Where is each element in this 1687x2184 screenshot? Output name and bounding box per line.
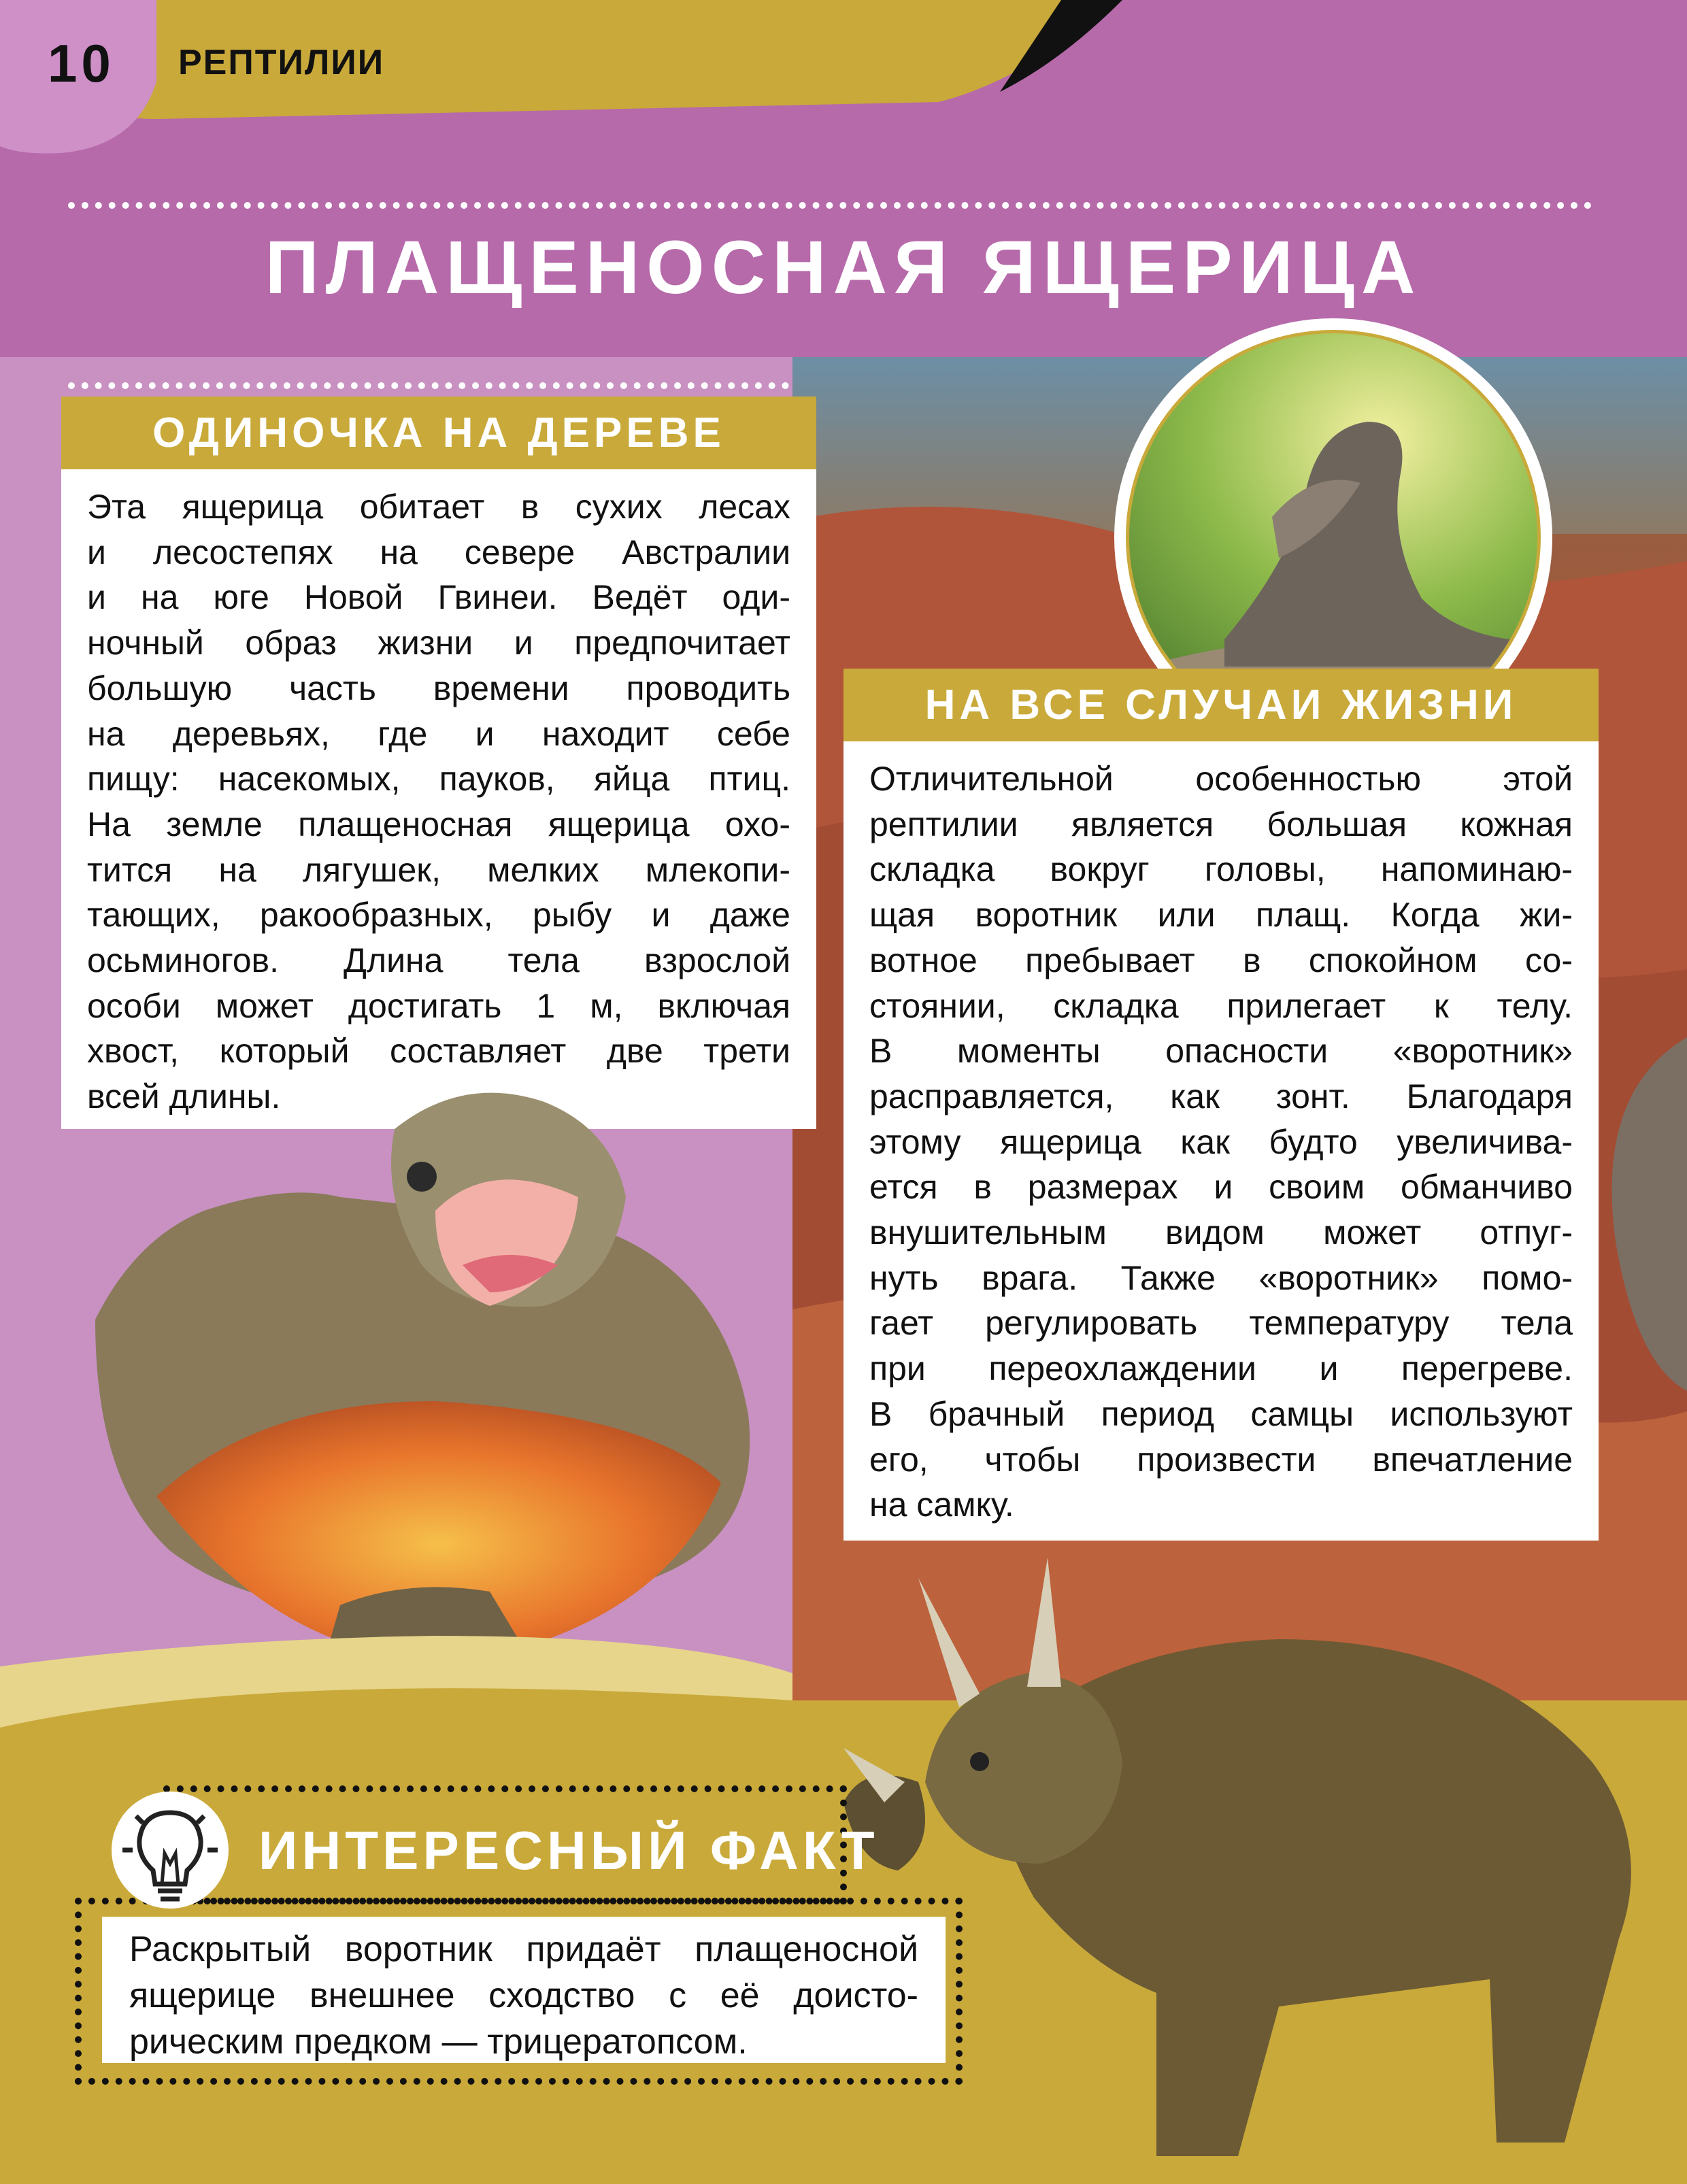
text-line: щая воротник или плащ. Когда жи- [869, 896, 1573, 935]
text-line: на самку. [869, 1485, 1014, 1524]
section-label: РЕПТИЛИИ [178, 43, 385, 82]
text-line: вотное пребывает в спокойном со- [869, 941, 1573, 979]
text-line: внушительным видом может отпуг- [869, 1213, 1573, 1252]
page-header [0, 0, 1687, 357]
right-box-text [844, 741, 1599, 1541]
text-line: расправляется, как зонт. Благодаря [869, 1077, 1573, 1115]
text-line: рептилии является большая кожная [869, 805, 1573, 843]
text-line: особи может достигать 1 м, включая [87, 986, 790, 1025]
text-line: большую часть времени проводить [87, 669, 790, 707]
text-line: Раскрытый воротник придаёт плащеносной [129, 1930, 918, 1969]
left-dotted-rule [68, 382, 789, 389]
text-line: Эта ящерица обитает в сухих лесах [87, 488, 790, 526]
text-line: складка вокруг головы, напоминаю- [869, 850, 1573, 889]
lightbulb-icon [109, 1789, 231, 1911]
fact-text [102, 1917, 946, 2063]
text-line: этому ящерица как будто увеличива- [869, 1122, 1573, 1161]
text-line: тающих, ракообразных, рыбу и даже [87, 896, 790, 935]
text-line: стоянии, складка прилегает к телу. [869, 986, 1573, 1025]
text-line: ется в размерах и своим обманчиво [869, 1168, 1573, 1207]
text-line: его, чтобы произвести впечатление [869, 1440, 1573, 1479]
text-line: и на юге Новой Гвинеи. Ведёт оди- [87, 578, 790, 617]
text-line: пищу: насекомых, пауков, яйца птиц. [87, 760, 790, 799]
text-line: при переохлаждении и перегреве. [869, 1349, 1573, 1388]
text-line: хвост, который составляет две трети [87, 1032, 790, 1071]
text-line: нуть врага. Также «воротник» помо- [869, 1258, 1573, 1297]
text-line: В брачный период самцы используют [869, 1394, 1573, 1433]
text-line: ночный образ жизни и предпочитает [87, 624, 790, 662]
text-line: В моменты опасности «воротник» [869, 1032, 1573, 1071]
header-dotted-rule [68, 202, 1592, 209]
left-box-heading: ОДИНОЧКА НА ДЕРЕВЕ [61, 397, 816, 470]
page-number: 10 [48, 33, 115, 93]
left-box-text [61, 469, 816, 1129]
page-title: ПЛАЩЕНОСНАЯ ЯЩЕРИЦА [265, 226, 1422, 309]
text-line: Отличительной особенностью этой [869, 760, 1573, 798]
text-line: гает регулировать температуру тела [869, 1304, 1573, 1343]
right-box-heading: НА ВСЕ СЛУЧАИ ЖИЗНИ [844, 669, 1599, 742]
text-line: и лесостепях на севере Австралии [87, 533, 790, 571]
fact-title: ИНТЕРЕСНЫЙ ФАКТ [258, 1820, 879, 1881]
text-line: осьминогов. Длина тела взрослой [87, 941, 790, 980]
text-line: ящерице внешнее сходство с её доисто- [129, 1976, 918, 2015]
text-line: тится на лягушек, мелких млекопи- [87, 850, 790, 889]
text-line: на деревьях, где и находит себе [87, 714, 790, 753]
text-line: всей длины. [87, 1077, 281, 1116]
text-line: рическим предком — трицератопсом. [129, 2022, 748, 2062]
text-line: На земле плащеносная ящерица охо- [87, 805, 790, 843]
